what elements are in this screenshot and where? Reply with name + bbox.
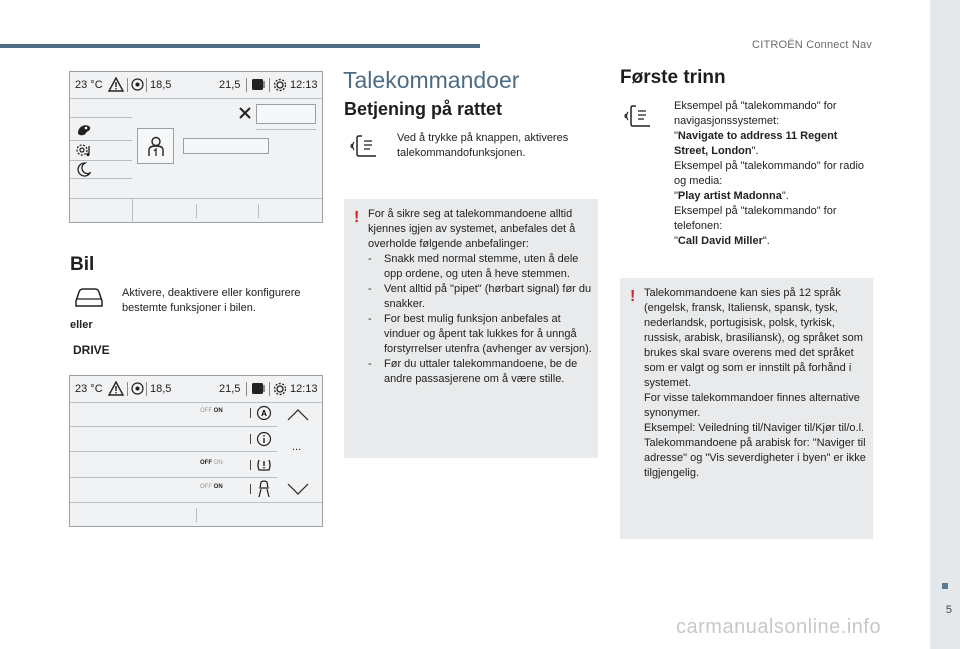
status-bar-2: [70, 376, 322, 402]
location-icon: [131, 382, 144, 395]
forste-trinn-title: Første trinn: [620, 67, 726, 88]
example-nav-label: Eksempel på "talekommando" for navigasjonssystemet:: [674, 100, 837, 127]
warning-mark-icon: !: [354, 209, 360, 226]
settings-icon[interactable]: [273, 382, 287, 396]
lane-assist-icon[interactable]: [256, 480, 272, 498]
header-bar: [0, 44, 480, 48]
auto-headlight-icon[interactable]: [256, 405, 272, 421]
clock: 12:13: [290, 79, 318, 91]
bil-description: Aktivere, deaktivere eller konfigurere bestemte funksjoner i bilen.: [122, 287, 301, 314]
palette-icon[interactable]: [76, 121, 92, 137]
temperature-2: 23 °C: [75, 383, 103, 395]
note-item: - Snakk med normal stemme, uten å dele opp ordene, og uten å heve stemmen.: [368, 253, 579, 280]
car-icon: [74, 287, 104, 309]
setting-slot[interactable]: [256, 104, 316, 124]
right-value: 21,5: [219, 79, 241, 91]
example-radio-command: "Play artist Madonna".: [674, 190, 789, 202]
note-item: - For best mulig funksjon anbefales at vinduer og åpent tak lukkes for å unngå forstyrrelser utenfra (avhenger av versjon).: [368, 313, 592, 355]
screen-drive: [69, 375, 323, 527]
phone-icon: [251, 78, 265, 91]
scroll-down-icon[interactable]: [287, 483, 309, 495]
more-indicator: ...: [292, 441, 302, 453]
example-nav-command: "Navigate to address 11 Regent Street, London".: [674, 130, 838, 157]
languages-note: [620, 278, 873, 539]
watermark: carmanualsonline.info: [676, 616, 882, 638]
page-marker: [942, 583, 948, 589]
left-value-2: 18,5: [150, 383, 172, 395]
status-bar: [70, 72, 322, 98]
drive-label: DRIVE: [73, 343, 110, 357]
clock-2: 12:13: [290, 383, 318, 395]
info-icon[interactable]: [256, 431, 272, 447]
note-item: - Før du uttaler talekommandoene, be de andre passasjerene om å være stille.: [368, 358, 578, 385]
warning-icon: [108, 381, 124, 396]
settings-icon[interactable]: [273, 78, 287, 92]
profile-name-field[interactable]: [183, 138, 269, 154]
svg-text:A: A: [261, 409, 267, 418]
location-icon: [131, 78, 144, 91]
person-icon: [146, 136, 166, 157]
warning-mark-icon: !: [630, 288, 636, 305]
page-number: 5: [945, 604, 952, 616]
toggle-off-on-3[interactable]: OFF ON: [200, 484, 223, 490]
music-settings-icon[interactable]: [75, 142, 93, 158]
toggle-off-on-1[interactable]: OFF ON: [200, 408, 223, 414]
recommendations-note: [344, 199, 598, 458]
voice-command-icon: [624, 103, 656, 129]
talekommandoer-title: Talekommandoer: [343, 67, 520, 93]
example-radio-label: Eksempel på "talekommando" for radio og media:: [674, 160, 865, 187]
tire-pressure-icon[interactable]: [256, 457, 272, 473]
toggle-off-on-2[interactable]: OFF ON: [200, 460, 223, 466]
right-value-2: 21,5: [219, 383, 241, 395]
or-label: eller: [70, 319, 93, 331]
note-line: Eksempel: Veiledning til/Naviger til/Kjør til/o.l.: [644, 422, 865, 434]
moon-icon[interactable]: [76, 162, 91, 177]
example-phone-command: "Call David Miller".: [674, 235, 770, 247]
voice-command-icon: [350, 133, 382, 159]
note-item: - Vent alltid på "pipet" (hørbart signal) før du snakker.: [368, 283, 592, 310]
note-line: Talekommandoene kan sies på 12 språk (engelsk, fransk, Italiensk, spansk, tysk, nederlandsk, portugisisk, polsk, tyrkisk, russisk, arabisk, brasiliansk), og språket som brukes skal svare overens med det språket som er valgt og som er innstilt på forhånd i systemet.: [644, 287, 863, 389]
left-value: 18,5: [150, 79, 172, 91]
talekommando-intro: Ved å trykke på knappen, aktiveres talekommandofunksjonen.: [397, 132, 569, 159]
profile-button[interactable]: [137, 128, 174, 164]
note-line: For visse talekommandoer finnes alternative synonymer.: [644, 392, 860, 419]
close-icon[interactable]: [239, 107, 251, 119]
bil-title: Bil: [70, 254, 95, 275]
side-strip: [930, 0, 960, 649]
betjening-subtitle: Betjening på rattet: [344, 99, 503, 119]
phone-icon: [251, 382, 265, 395]
example-phone-label: Eksempel på "talekommando" for telefonen:: [674, 205, 837, 232]
screen-settings: [69, 71, 323, 223]
warning-icon: [108, 77, 124, 92]
header-title: CITROËN Connect Nav: [752, 39, 872, 51]
temperature: 23 °C: [75, 79, 103, 91]
scroll-up-icon[interactable]: [287, 409, 309, 421]
note-intro: For å sikre seg at talekommandoene alltid kjennes igjen av systemet, anbefales det å overholde følgende anbefalinger:: [368, 208, 576, 250]
note-line: Talekommandoene på arabisk for: "Naviger til adresse" og "Vis severdigheter i byen" er ikke tilgjengelig.: [644, 437, 866, 479]
examples-block: [674, 99, 864, 249]
